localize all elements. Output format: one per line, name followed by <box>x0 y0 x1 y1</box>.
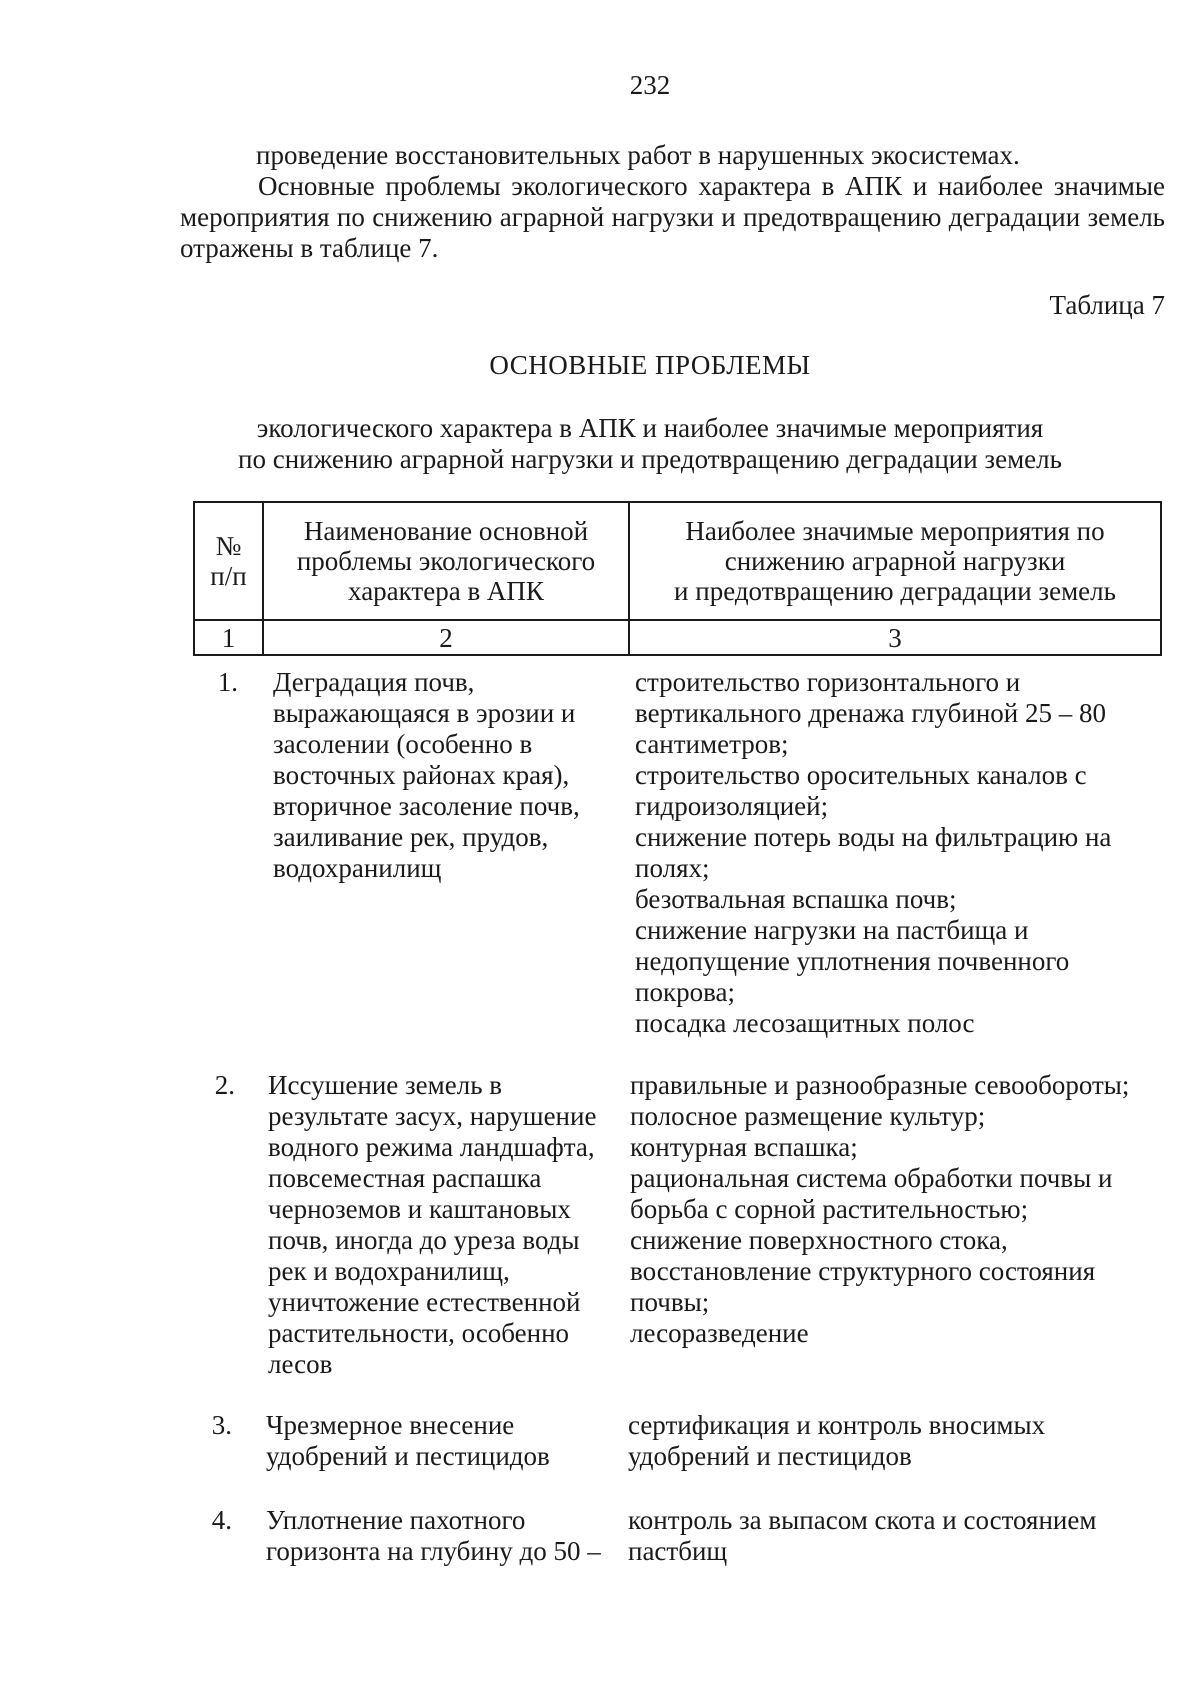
row-measures <box>628 1410 1108 1472</box>
measure-item: строительство оросительных каналов с гидроизоляцией; <box>635 760 1087 821</box>
row-number: 1. <box>217 667 238 697</box>
row-problem: Уплотнение пахотного горизонта на глубину до 50 – <box>266 1505 601 1566</box>
row-number: 2. <box>214 1070 235 1100</box>
header-col-measures <box>629 502 1161 620</box>
header-col3-line1: Наиболее значимые мероприятия по <box>685 516 1105 546</box>
header-col-problem <box>263 502 629 620</box>
row-problem: Деградация почв, выражающаяся в эрозии и засолении (особенно в восточных районах края), вторичное засоление почв, заиливание рек, прудов, водохранилищ <box>273 667 580 883</box>
header-col-number <box>194 502 263 620</box>
row-measures <box>630 1070 1155 1349</box>
row-number: 3. <box>211 1410 232 1440</box>
header-row <box>194 502 1161 620</box>
measure-item: сертификация и контроль вносимых удобрений и пестицидов <box>628 1410 1046 1471</box>
header-col1-line1: № <box>215 531 242 561</box>
intro-line: проведение восстановительных работ в нарушенных экосистемах. <box>256 140 1020 170</box>
measure-item: контроль за выпасом скота и состоянием пастбищ <box>628 1505 1097 1566</box>
table-header <box>193 501 1162 656</box>
table-subtitle <box>0 413 1200 475</box>
page-number: 232 <box>629 70 671 100</box>
column-number-row <box>194 620 1161 655</box>
intro-paragraph: Основные проблемы экологического характера в АПК и наиболее значимые мероприятия по снижению аграрной нагрузки и предотвращению деградации земель отражены в таблице 7. <box>180 171 1165 263</box>
table-subtitle-line1: экологического характера в АПК и наиболее значимые мероприятия <box>256 413 1044 443</box>
header-col1-line2: п/п <box>210 561 247 591</box>
measure-item: снижение потерь воды на фильтрацию на полях; <box>635 822 1112 883</box>
measure-item: строительство горизонтального и вертикального дренажа глубиной 25 – 80 сантиметров; <box>635 667 1106 759</box>
measure-item: лесоразведение <box>630 1318 809 1348</box>
column-number: 2 <box>263 620 629 655</box>
measure-item: рациональная система обработки почвы и борьба с сорной растительностью; <box>630 1163 1113 1224</box>
measure-item: снижение поверхностного стока, восстановление структурного состояния почвы; <box>630 1225 1096 1317</box>
column-number: 1 <box>194 620 263 655</box>
row-measures <box>628 1505 1153 1567</box>
measure-item: полосное размещение культур; <box>630 1101 986 1131</box>
header-col2-line3: характера в АПК <box>348 576 544 606</box>
measure-item: снижение нагрузки на пастбища и недопущение уплотнения почвенного покрова; <box>635 915 1070 1007</box>
header-col2-line1: Наименование основной <box>303 516 589 546</box>
measure-item: правильные и разнообразные севообороты; <box>630 1070 1130 1100</box>
header-col3-line3: и предотвращению деградации земель <box>674 576 1116 606</box>
table-label: Таблица 7 <box>1049 290 1165 320</box>
row-number: 4. <box>211 1505 232 1535</box>
measure-item: посадка лесозащитных полос <box>635 1008 975 1038</box>
measure-item: безотвальная вспашка почв; <box>635 884 957 914</box>
column-number: 3 <box>629 620 1161 655</box>
measure-item: контурная вспашка; <box>630 1132 858 1162</box>
row-problem: Чрезмерное внесение удобрений и пестицидов <box>266 1410 550 1471</box>
table-subtitle-line2: по снижению аграрной нагрузки и предотвращению деградации земель <box>238 444 1062 474</box>
row-problem: Иссушение земель в результате засух, нарушение водного режима ландшафта, повсеместная распашка черноземов и каштановых почв, иногда до уреза воды рек и водохранилищ, уничтожение естественной растительности, особенно лесов <box>268 1070 597 1379</box>
header-col2-line2: проблемы экологического <box>296 546 596 576</box>
table-title: ОСНОВНЫЕ ПРОБЛЕМЫ <box>489 350 811 380</box>
header-col3-line2: снижению аграрной нагрузки <box>724 546 1066 576</box>
row-measures <box>635 667 1160 1039</box>
